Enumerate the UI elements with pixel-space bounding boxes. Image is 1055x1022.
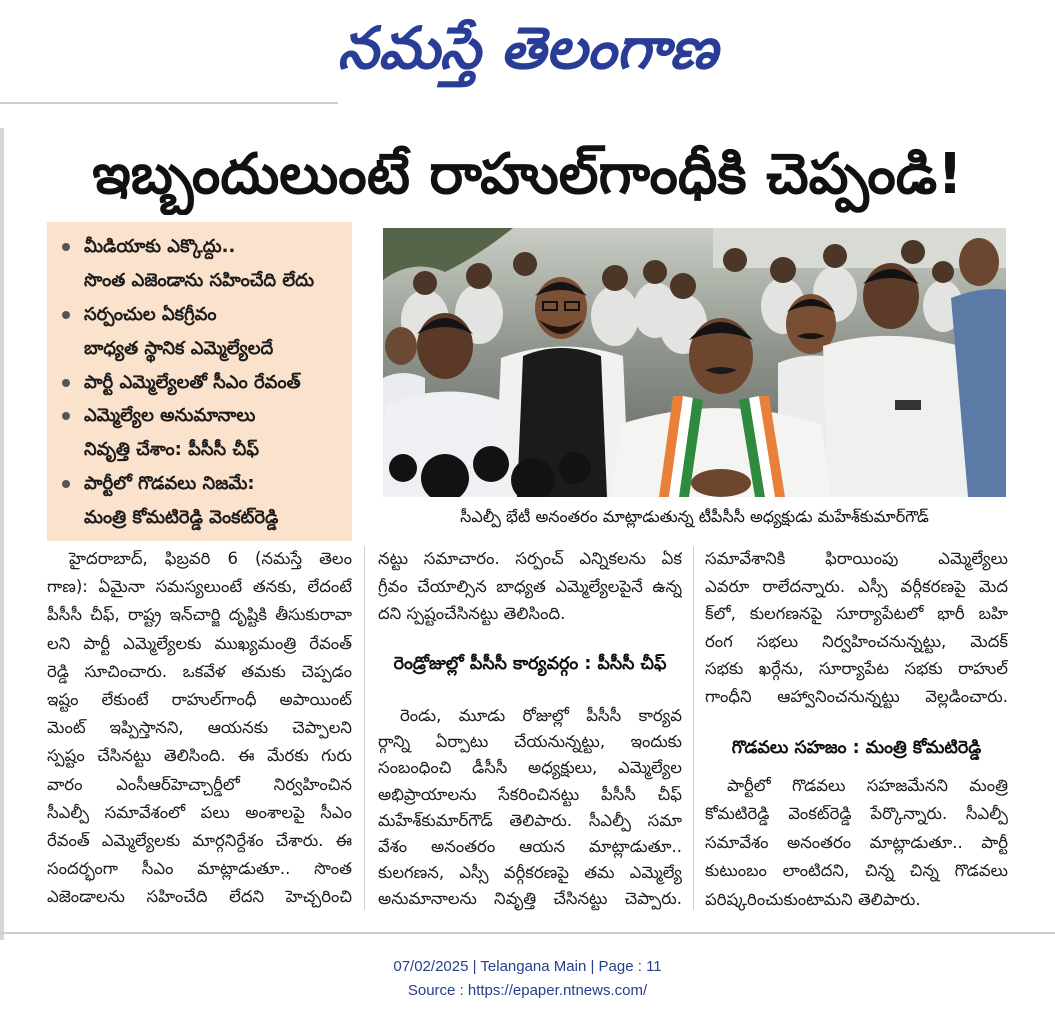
section-subhead: గొడవలు సహజం : మంత్రి కోమటిరెడ్డి: [731, 738, 982, 758]
masthead-logo: నమస్తే తెలంగాణ: [337, 14, 718, 82]
body-line: సభకు ఖర్గేను, సూర్యాపేట సభకు రాహుల్: [705, 659, 1008, 679]
body-line: రెడ్డి సూచించారు. ఒకవేళ తమకు చెప్పడం: [47, 661, 352, 681]
body-line: సమావేశం అనంతరం మాట్లాడుతూ.. పార్టీ: [705, 832, 1008, 852]
bullet-icon: [62, 311, 70, 319]
highlight-line: నివృత్తి చేశాం: పీసీసీ చీఫ్: [84, 439, 260, 461]
highlight-line: ఎమ్మెల్యేల అనుమానాలు: [84, 405, 256, 427]
clipping-bottom-border: [0, 932, 1055, 934]
body-line: అనుమానాలను నివృత్తి చేసినట్టు చెప్పారు.: [378, 889, 682, 909]
highlights-box: [47, 222, 352, 541]
body-line: మెంట్ ఇప్పిస్తానని, ఆయనకు చెప్పాలని: [47, 718, 352, 738]
highlight-line: మంత్రి కోమటిరెడ్డి వెంకట్‌రెడ్డి: [84, 507, 279, 529]
body-line: గాణ): ఏమైనా సమస్యలుంటే తనకు, లేదంటే: [47, 577, 352, 597]
body-line: పీసీసీ చీఫ్, రాష్ట్ర ఇన్‌చార్జి దృష్టికి తీసుకురావా: [47, 605, 352, 625]
footer-edition-line: 07/02/2025 | Telangana Main | Page : 11: [393, 958, 662, 975]
highlight-item: [47, 467, 352, 535]
body-line: దని స్పష్టంచేసినట్టు తెలిసింది.: [378, 604, 566, 624]
body-line: సమావేశానికి ఫిరాయింపు ఎమ్మెల్యేలు: [705, 549, 1008, 568]
body-line: ఎవరూ రాలేదన్నారు. ఎస్సీ వర్గీకరణపై మెద: [705, 576, 1008, 596]
body-line: సంబంధించి డీసీసీ అధ్యక్షులు, ఎమ్మెల్యేల: [378, 758, 682, 778]
highlight-line: పార్టీ ఎమ్మెల్యేలతో సీఎం రేవంత్: [84, 371, 301, 393]
body-line: ఇష్టం లేకుంటే రాహుల్‌గాంధీ అపాయింట్: [47, 689, 352, 709]
highlight-line: సర్పంచుల ఏకగ్రీవం: [84, 303, 217, 325]
body-line: కులగణన, ఎస్సీ వర్గీకరణపై తమ ఎమ్మెల్యే: [378, 863, 682, 883]
body-column-1: [47, 545, 352, 911]
body-line: కుటుంబం లాంటిదని, చిన్న చిన్న గొడవలు: [705, 861, 1008, 881]
highlight-line: సొంత ఎజెండాను సహించేది లేదు: [84, 269, 315, 291]
body-line: పరిష్కరించుకుంటామని తెలిపారు.: [705, 889, 921, 909]
body-line: ఎజెండాలను సహించేది లేదని హెచ్చరించి: [47, 887, 352, 907]
body-line: కోమటిరెడ్డి వెంకట్‌రెడ్డి పేర్కొన్నారు. సీఎల్పీ: [705, 804, 1008, 824]
body-column-2-paragraph: [378, 545, 682, 628]
highlight-item: [47, 298, 352, 366]
column-rule: [364, 546, 365, 910]
body-column-3-paragraph: [705, 772, 1008, 914]
body-line: ర్గాన్ని ఏర్పాటు చేయనున్నట్టు, ఇందుకు: [378, 732, 682, 752]
body-line: రేవంత్ ఎమ్మెల్యేలకు మార్గనిర్దేశం చేశారు. ఈ: [47, 830, 352, 850]
masthead-divider: [0, 102, 338, 104]
body-line: నట్టు సమాచారం. సర్పంచ్ ఎన్నికలను ఏక: [378, 549, 682, 568]
article-headline: ఇబ్బందులుంటే రాహుల్‌గాంధీకి చెప్పండి!: [92, 142, 963, 207]
body-line: మహేశ్‌కుమార్‌గౌడ్ తెలిపారు. సీఎల్పీ సమా: [378, 810, 682, 830]
body-line: వారం ఎంసీఆర్‌హెచ్చార్డీలో నిర్వహించిన: [47, 774, 352, 794]
body-line: హైదరాబాద్, ఫిబ్రవరి 6 (నమస్తే తెలం: [69, 549, 352, 568]
photo-caption: సీఎల్పీ భేటీ అనంతరం మాట్లాడుతున్న టీపీసీసీ అధ్యక్షుడు మహేశ్‌కుమార్‌గౌడ్: [460, 507, 929, 526]
body-column-3-paragraph: [705, 545, 1008, 711]
bullet-icon: [62, 379, 70, 387]
article-photo: [383, 228, 1006, 497]
body-line: క్‌లో, కులగణనపై సూర్యాపేటలో భారీ బహి: [705, 604, 1008, 624]
highlight-line: మీడియాకు ఎక్కొద్దు..: [84, 236, 236, 257]
body-line: వేశం అనంతరం ఆయన మాట్లాడుతూ..: [378, 836, 682, 856]
footer-source-line: Source : https://epaper.ntnews.com/: [407, 982, 648, 999]
body-line: గ్రీవం చేయాల్సిన బాధ్యత ఎమ్మెల్యేలపైనే ఉన్న: [378, 576, 682, 596]
body-line: గాంధీని ఆహ్వానించనున్నట్టు వెల్లడించారు.: [705, 686, 1008, 706]
body-line: పార్టీలో గొడవలు సహజమేనని మంత్రి: [727, 776, 1008, 795]
highlight-line: పార్టీలో గొడవలు నిజమే:: [84, 473, 255, 495]
bullet-icon: [62, 243, 70, 251]
body-line: సందర్భంగా సీఎం మాట్లాడుతూ.. సొంత: [47, 859, 352, 879]
section-subhead: రెండ్రోజుల్లో పీసీసీ కార్యవర్గం : పీసీసీ చీఫ్: [393, 654, 667, 674]
highlight-item: [47, 399, 352, 467]
body-line: రెండు, మూడు రోజుల్లో పీసీసీ కార్యవ: [400, 706, 682, 725]
body-line: రంగ సభలు నిర్వహించనున్నట్టు, మెదక్: [705, 631, 1008, 651]
column-rule: [693, 546, 694, 910]
body-line: లని పార్టీ ఎమ్మెల్యేలకు ముఖ్యమంత్రి రేవంత్: [47, 633, 352, 653]
body-line: అభిప్రాయాలను సేకరించినట్టు పీసీసీ చీఫ్: [378, 784, 682, 804]
highlight-item: [47, 230, 352, 298]
body-line: స్పష్టం చేసినట్టు తెలిసింది. ఈ మేరకు గురు: [47, 746, 352, 766]
body-column-2-paragraph: [378, 703, 682, 913]
highlight-item: [47, 366, 352, 400]
body-line: సీఎల్పీ సమావేశంలో పలు అంశాలపై సీఎం: [47, 802, 352, 822]
highlight-line: బాధ్యత స్థానిక ఎమ్మెల్యేలదే: [84, 337, 274, 359]
clipping-left-border: [0, 128, 4, 940]
